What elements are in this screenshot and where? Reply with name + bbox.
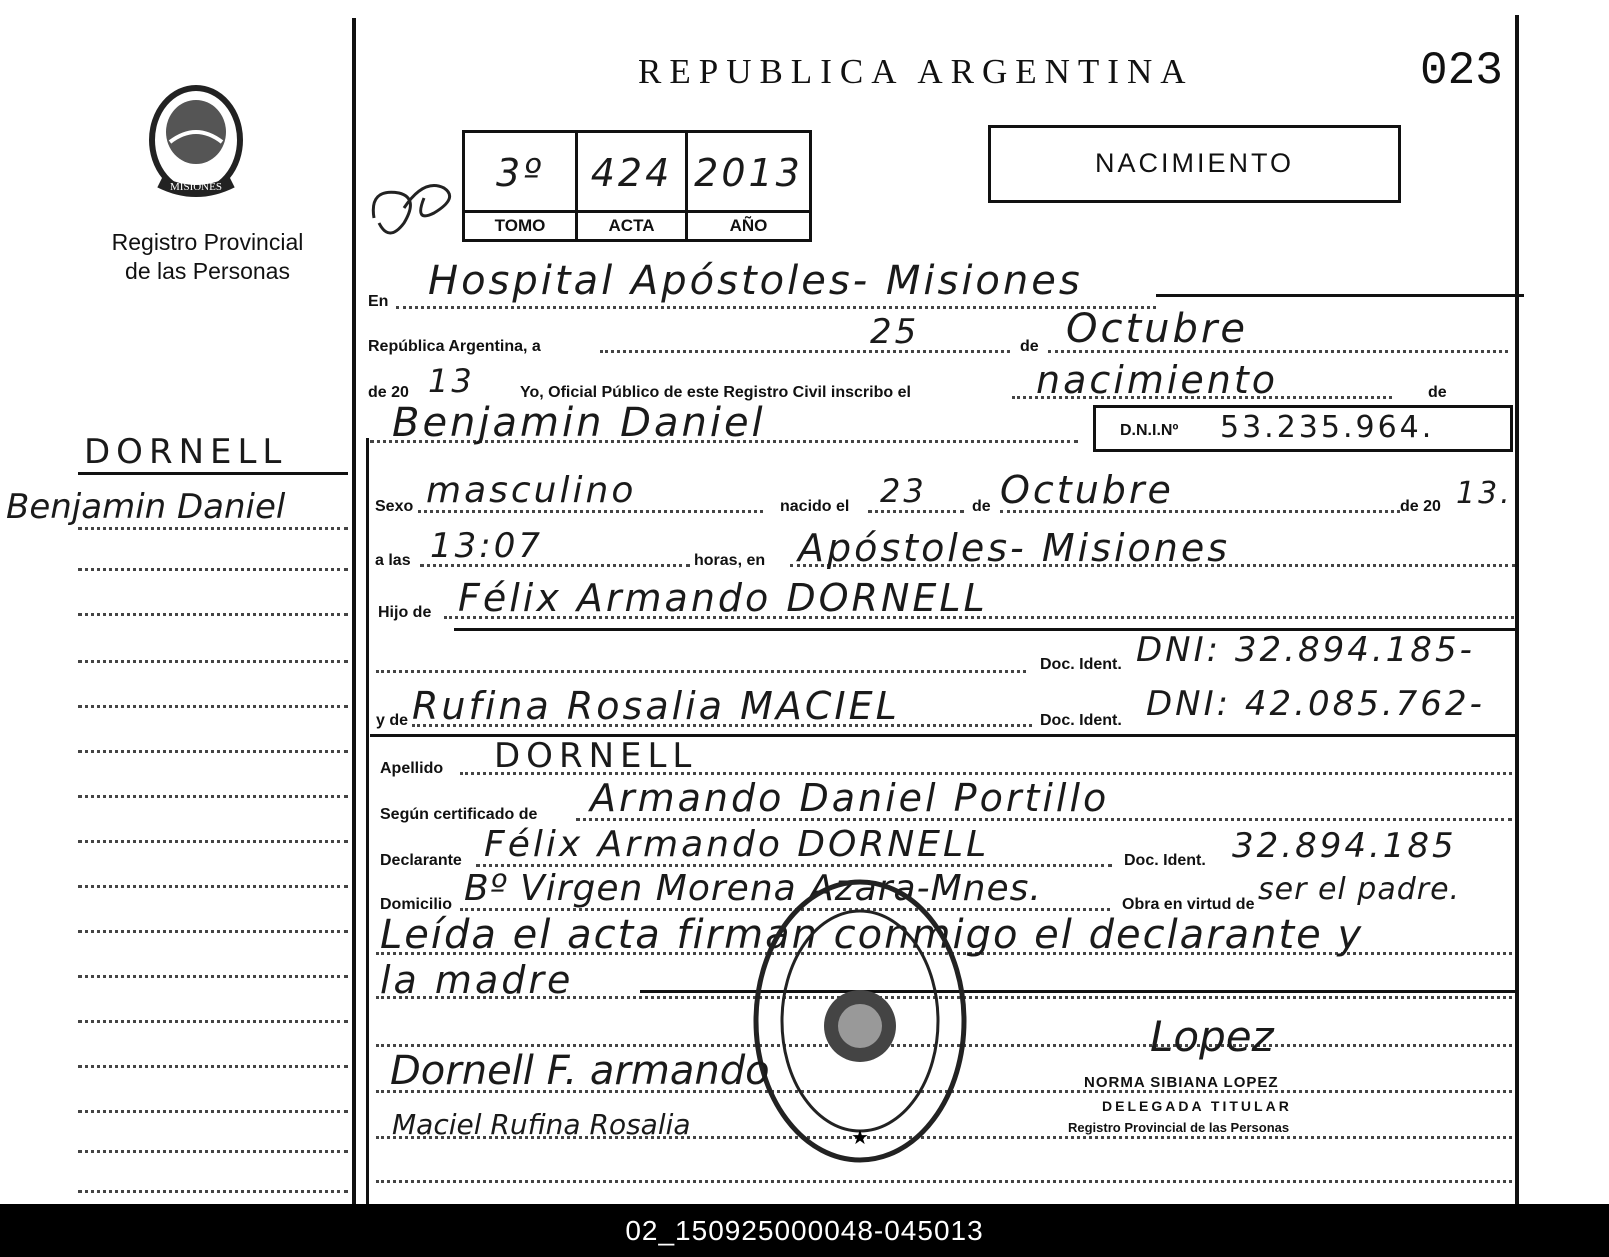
month-value: Octubre [1066,306,1248,352]
record-type-label: NACIMIENTO [1094,148,1294,178]
birth-year-prefix: de 20 [1400,498,1441,515]
margin-line [78,1020,348,1023]
margin-line [78,795,348,798]
left-border-line [352,18,356,1204]
madre-value: Rufina Rosalia MACIEL [412,684,900,728]
official-title: DELEGADA TITULAR [1102,1098,1292,1114]
stamp-inner [750,876,751,877]
official-org: Registro Provincial de las Personas [1068,1120,1290,1135]
dni-box [1093,405,1513,452]
margin-surname-line [78,472,348,475]
doc-label-2: Doc. Ident. [1040,712,1122,729]
margin-line [78,568,348,571]
blank-line-4 [376,1180,1512,1183]
tomo-value: 3º [495,151,545,195]
certificado-value: Armando Daniel Portillo [590,776,1110,820]
year-suffix: 13 [428,362,475,400]
registry-box [462,130,812,242]
certificado-label: Según certificado de [380,806,538,823]
en-line [396,306,1156,309]
margin-given-names: Benjamin Daniel [6,487,286,527]
birth-day-line [868,510,964,513]
province-seal-icon [140,82,252,204]
official-name: NORMA SIBIANA LOPEZ [1084,1074,1279,1091]
margin-line [78,527,348,530]
nota-2: la madre [380,958,574,1002]
dni-label: D.N.I.Nº [1120,422,1179,439]
acta-value: 424 [590,151,673,195]
registry-org-name [80,228,335,286]
en-value: Hospital Apóstoles- Misiones [428,258,1083,304]
org-line-1: Registro Provincial [111,229,304,255]
child-name: Benjamin Daniel [392,400,766,446]
de-label-2: de [1428,384,1447,401]
domicilio-label: Domicilio [380,896,453,913]
margin-line [78,613,348,616]
margin-line [78,1065,348,1068]
margin-line [78,1150,348,1153]
doc-label-3: Doc. Ident. [1124,852,1206,869]
republica-line [600,350,1010,353]
acta-label: ACTA [578,210,685,239]
acto-value: nacimiento [1036,358,1279,402]
en-line-end [1156,294,1524,297]
right-border-line [1515,15,1519,1205]
horas-label: horas, en [694,552,766,569]
dni-value: 53.235.964. [1220,410,1435,445]
footer-bar [0,1204,1609,1257]
apellido-value: DORNELL [494,736,698,776]
republica-label: República Argentina, a [368,338,541,355]
signature-mother: Maciel Rufina Rosalia [392,1108,691,1141]
org-line-2: de las Personas [125,258,290,284]
en-label: En [368,293,389,310]
document-id: 02_150925000048-045013 [625,1215,984,1246]
tomo-label: TOMO [465,210,575,239]
nacido-label: nacido el [780,498,850,515]
margin-line [78,1190,348,1193]
margin-line [78,975,348,978]
margin-line [78,840,348,843]
declarante-doc: 32.894.185 [1232,826,1457,866]
tomo-cell [465,133,578,239]
lugar-value: Apóstoles- Misiones [798,526,1231,570]
left-border-line-2 [366,438,369,1204]
birth-year-suffix: 13. [1456,476,1513,511]
nota-1: Leída el acta firman conmigo el declarante y [380,912,1364,958]
anio-value: 2013 [694,151,803,195]
a-las-label: a las [375,552,411,569]
margin-line [78,1110,348,1113]
madre-doc: DNI: 42.085.762- [1146,684,1485,724]
signature-father: Dornell F. armando [390,1048,770,1094]
svg-text:★: ★ [851,1127,869,1149]
sexo-value: masculino [426,470,637,511]
anio-label: AÑO [688,210,809,239]
document-number: 023 [1420,45,1503,97]
yo-label: Yo, Oficial Público de este Registro Civil inscribo el [520,384,911,401]
year-prefix: de 20 [368,384,409,401]
padre-doc-dotline [376,670,1026,673]
official-stamp [750,876,970,1166]
margin-line [78,705,348,708]
apellido-label: Apellido [380,760,444,777]
signature-official: Lopez [1150,1012,1274,1061]
margin-line [78,660,348,663]
svg-text:MISIONES: MISIONES [170,181,222,193]
margin-line [78,885,348,888]
doc-label-1: Doc. Ident. [1040,656,1122,673]
domicilio-value: Bº Virgen Morena Azara-Mnes. [464,868,1042,909]
padre-doc: DNI: 32.894.185- [1136,630,1475,670]
margin-line [78,750,348,753]
declarante-value: Félix Armando DORNELL [484,824,990,865]
day-value: 25 [870,312,920,352]
sexo-label: Sexo [375,498,414,515]
birth-month: Octubre [1000,468,1174,512]
page-title: REPUBLICA ARGENTINA [638,52,1194,91]
y-de-label: y de [376,712,409,729]
hora-value: 13:07 [430,526,543,566]
padre-value: Félix Armando DORNELL [458,576,988,620]
de-label-3: de [972,498,991,515]
obra-label: Obra en virtud de [1122,896,1255,913]
obra-value: ser el padre. [1258,872,1461,907]
declarante-label: Declarante [380,852,462,869]
de-label: de [1020,338,1039,355]
hijo-label: Hijo de [378,604,432,621]
margin-surname: DORNELL [84,432,288,472]
initials-scribble-icon [364,168,464,253]
anio-cell [688,133,809,239]
acta-cell [578,133,688,239]
margin-line [78,930,348,933]
birth-day: 23 [880,472,927,510]
record-type-box [988,125,1401,203]
